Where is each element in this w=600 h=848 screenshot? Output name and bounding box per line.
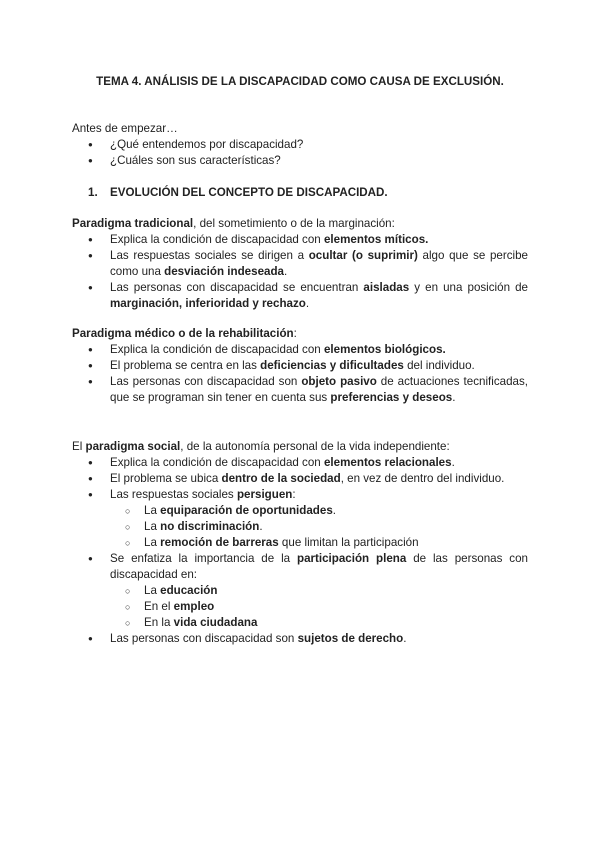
list-item: ● El problema se centra en las deficiencias y dificultades del individuo. [72,358,528,374]
list-item: ● Las respuestas sociales se dirigen a ocultar (o suprimir) algo que se percibe como una desviación indeseada. [72,248,528,280]
list-item: ● ¿Qué entendemos por discapacidad? [72,137,532,153]
intro-block [72,121,532,169]
social-heading: El paradigma social, de la autonomía personal de la vida independiente: [72,440,450,453]
intro-list [72,137,532,169]
sub-list-item: ○ En la vida ciudadana [72,615,528,631]
section-title: EVOLUCIÓN DEL CONCEPTO DE DISCAPACIDAD. [110,186,388,199]
list-item: ● Las personas con discapacidad se encuentran aisladas y en una posición de marginación, inferioridad y rechazo. [72,280,528,312]
list-item: ● Explica la condición de discapacidad con elementos relacionales. [72,455,528,471]
list-item: ● ¿Cuáles son sus características? [72,153,532,169]
sub-list-item: ○ La educación [72,583,528,599]
traditional-heading: Paradigma tradicional, del sometimiento o de la marginación: [72,217,395,230]
list-item: ● Explica la condición de discapacidad con elementos biológicos. [72,342,528,358]
medical-heading: Paradigma médico o de la rehabilitación: [72,327,297,340]
medical-paradigm-block [72,326,528,406]
sub-list-item: ○ La equiparación de oportunidades. [72,503,528,519]
traditional-list [72,232,528,312]
medical-list [72,342,528,406]
section-heading [72,185,532,201]
list-item: ● Se enfatiza la importancia de la participación plena de las personas con discapacidad en: [72,551,528,583]
list-item: ● Las personas con discapacidad son objeto pasivo de actuaciones tecnificadas, que se programan sin tener en cuenta sus preferencias y deseos. [72,374,528,406]
traditional-paradigm-block [72,216,528,312]
list-item: ● Explica la condición de discapacidad con elementos míticos. [72,232,528,248]
social-list [72,455,528,647]
list-item: ● El problema se ubica dentro de la sociedad, en vez de dentro del individuo. [72,471,528,487]
intro-lead: Antes de empezar… [72,122,178,135]
sub-list-item: ○ La no discriminación. [72,519,528,535]
sub-list-item: ○ En el empleo [72,599,528,615]
sub-list-item: ○ La remoción de barreras que limitan la participación [72,535,528,551]
document-title: TEMA 4. ANÁLISIS DE LA DISCAPACIDAD COMO CAUSA DE EXCLUSIÓN. [96,75,504,88]
list-item: ● Las personas con discapacidad son sujetos de derecho. [72,631,528,647]
social-paradigm-block [72,439,528,647]
list-item: ● Las respuestas sociales persiguen: [72,487,528,503]
section-number: 1. [88,186,98,199]
